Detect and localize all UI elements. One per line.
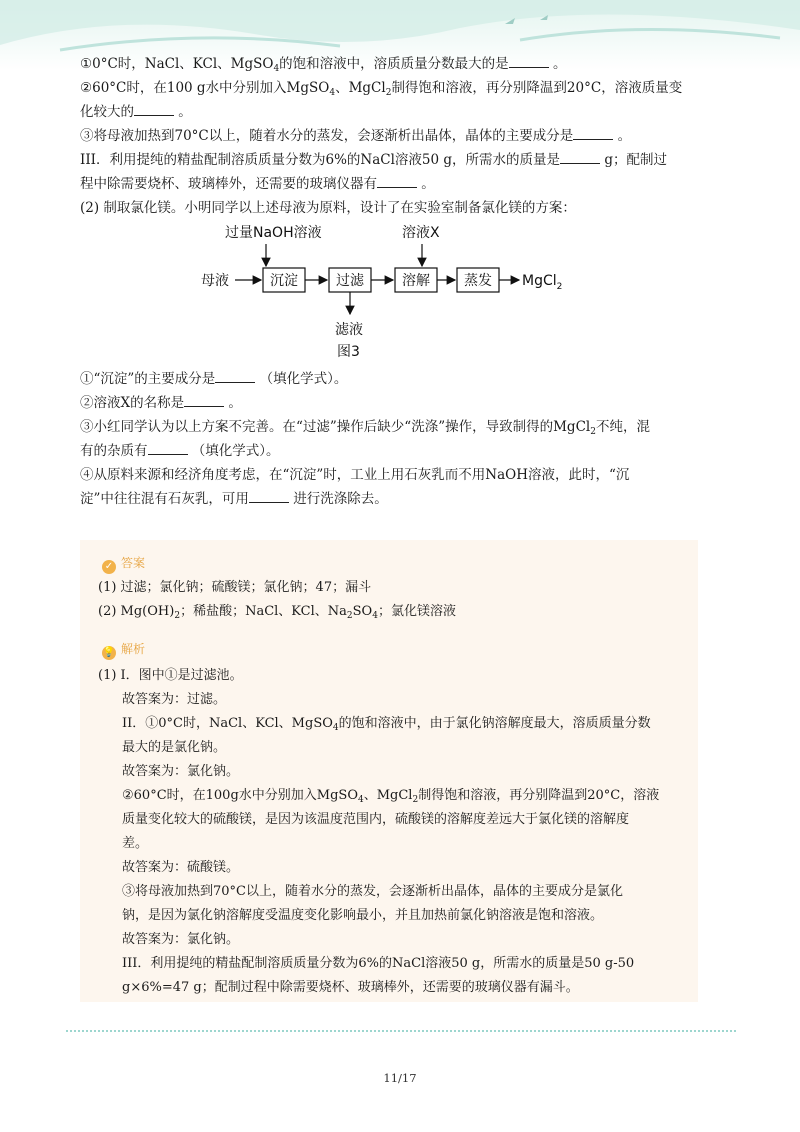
analysis-line-1: (1) I．图中①是过滤池。 [98, 668, 243, 683]
product-mgcl2: MgCl$_2$ [522, 273, 563, 292]
q-line-3: 化较大的 。 [80, 100, 700, 124]
box-precipitate-label: 沉淀 [270, 273, 298, 289]
box-filter-label: 过滤 [336, 273, 364, 289]
question-block-2 [80, 367, 700, 511]
lightbulb-icon: 💡 [102, 647, 116, 658]
analysis-line-6: ②60°C时，在100g水中分别加入MgSO$_4$、MgCl$_2$制得饱和溶液，再分别降温到20°C，溶液 [122, 788, 660, 805]
page-number: 11/17 [383, 1071, 417, 1085]
answer-line-2: (2) $Mg(OH)_2$；稀盐酸；NaCl、KCl、$Na_2SO_4$；氯化镁溶液 [98, 604, 456, 621]
figure-caption: 图3 [337, 344, 360, 360]
analysis-line-3: II．①0°C时，NaCl、KCl、MgSO$_4$的饱和溶液中，由于氯化钠溶解度最大，溶质质量分数 [122, 716, 651, 733]
q-line-11: 有的杂质有 （填化学式）。 [80, 439, 700, 463]
answer-blank [249, 488, 289, 503]
q-line-7: (2) 制取氯化镁。小明同学以上述母液为原料，设计了在实验室制备氯化镁的方案： [80, 200, 576, 216]
start-mother-liquor: 母液 [201, 273, 229, 289]
analysis-tag: 💡 解析 [102, 642, 146, 658]
filtrate-label: 滤液 [335, 322, 363, 338]
answer-blank [377, 173, 417, 188]
reagent-x: 溶液X [402, 225, 440, 241]
answer-blank [184, 392, 224, 407]
box-evaporate-label: 蒸发 [464, 273, 492, 289]
analysis-line-14: g×6%=47 g；配制过程中除需要烧杯、玻璃棒外，还需要的玻璃仪器有漏斗。 [122, 980, 579, 995]
answer-blank [134, 101, 174, 116]
analysis-line-8: 差。 [122, 836, 149, 851]
analysis-line-13: III．利用提纯的精盐配制溶质质量分数为6%的NaCl溶液50 g，所需水的质量是50 g-50 [122, 956, 635, 971]
q-line-6: 程中除需要烧杯、玻璃棒外，还需要的玻璃仪器有 。 [80, 172, 700, 196]
answer-blank [560, 149, 600, 164]
process-flow-diagram [195, 222, 565, 362]
q-line-2: ②60°C时，在100 g水中分别加入MgSO$_4$、MgCl$_2$制得饱和溶液，再分别降温到20°C，溶液质量变 [80, 80, 683, 98]
answer-blank [148, 440, 188, 455]
check-icon: ✓ [102, 560, 116, 574]
q-line-8: ①“沉淀”的主要成分是 （填化学式）。 [80, 367, 700, 391]
analysis-line-5: 故答案为：氯化钠。 [122, 764, 240, 779]
q-line-5: III．利用提纯的精盐配制溶质质量分数为6%的NaCl溶液50 g，所需水的质量是 g；配制过 [80, 148, 700, 172]
q-line-4: ③将母液加热到70°C以上，随着水分的蒸发，会逐渐析出晶体，晶体的主要成分是 。 [80, 124, 700, 148]
q-line-1: ①0°C时，NaCl、KCl、MgSO$_4$的饱和溶液中，溶质质量分数最大的是 。 [80, 52, 700, 76]
answer-blank [215, 368, 255, 383]
answer-blank [509, 53, 549, 68]
analysis-line-7: 质量变化较大的硫酸镁，是因为该温度范围内，硫酸镁的溶解度差远大于氯化镁的溶解度 [122, 812, 630, 827]
analysis-line-12: 故答案为：氯化钠。 [122, 932, 240, 947]
analysis-line-11: 钠，是因为氯化钠溶解度受温度变化影响最小，并且加热前氯化钠溶液是饱和溶液。 [122, 908, 604, 923]
analysis-line-10: ③将母液加热到70°C以上，随着水分的蒸发，会逐渐析出晶体，晶体的主要成分是氯化 [122, 884, 623, 899]
answer-tag: ✓ 答案 [102, 554, 145, 574]
answer-blank [573, 125, 613, 140]
footer-divider [66, 1030, 736, 1032]
q-line-13: 淀”中往往混有石灰乳，可用 进行洗涤除去。 [80, 487, 700, 511]
q-line-10: ③小红同学认为以上方案不完善。在“过滤”操作后缺少“洗涤”操作，导致制得的MgCl$_2$不纯，混 [80, 419, 650, 437]
answer-panel [80, 540, 698, 1002]
answer-line-1: (1) 过滤；氯化钠；硫酸镁；氯化钠；47；漏斗 [98, 580, 372, 595]
analysis-line-4: 最大的是氯化钠。 [122, 740, 227, 755]
q-line-12: ④从原料来源和经济角度考虑，在“沉淀”时，工业上用石灰乳而不用NaOH溶液，此时，“沉 [80, 467, 630, 483]
analysis-line-2: 故答案为：过滤。 [122, 692, 227, 707]
reagent-naoh: 过量NaOH溶液 [225, 225, 322, 241]
box-dissolve-label: 溶解 [402, 273, 430, 289]
question-block [80, 52, 700, 220]
q-line-9: ②溶液X的名称是 。 [80, 391, 700, 415]
analysis-line-9: 故答案为：硫酸镁。 [122, 860, 240, 875]
